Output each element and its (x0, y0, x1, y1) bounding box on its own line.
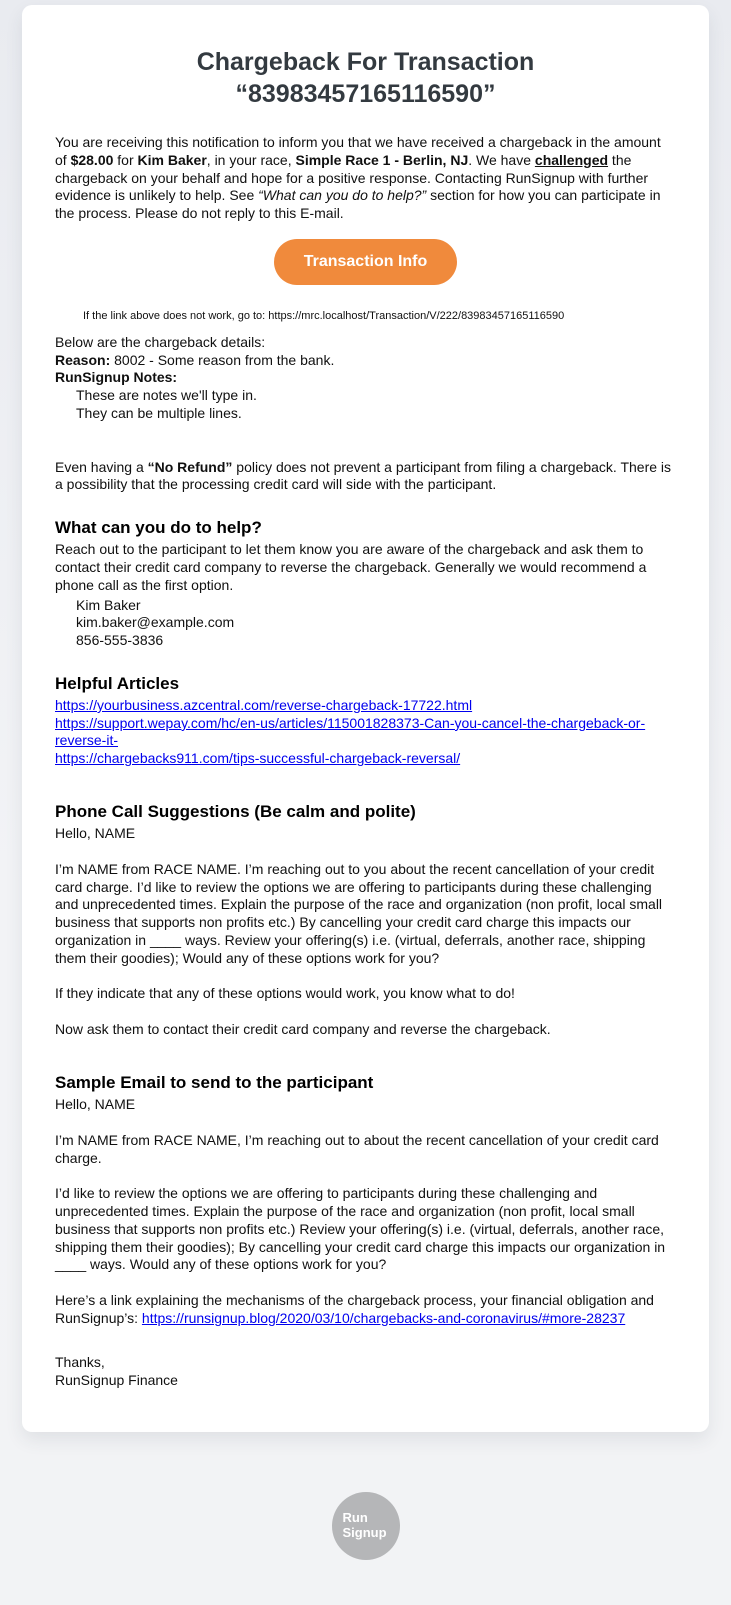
page-title (55, 47, 676, 110)
notes-line: They can be multiple lines. (76, 404, 242, 421)
reason-line (55, 352, 676, 370)
participant-email: kim.baker@example.com (76, 614, 235, 631)
notes-line: These are notes we'll type in. (76, 387, 257, 404)
phone-section-heading: Phone Call Suggestions (Be calm and polite) (55, 802, 416, 821)
runsignup-logo-text-line2: Signup (342, 1525, 387, 1540)
article-link[interactable]: https://support.wepay.com/hc/en-us/articles/115001828373-Can-you-cancel-the-chargeback-or-reverse-it- (55, 714, 646, 749)
participant-phone: 856-555-3836 (76, 632, 164, 649)
articles-section-heading: Helpful Articles (55, 673, 180, 693)
reason-label: Reason: (55, 351, 111, 368)
transaction-info-button[interactable]: Transaction Info (274, 239, 458, 285)
sample-email-link-paragraph (55, 1292, 676, 1328)
details-intro: Below are the chargeback details: (55, 333, 266, 350)
page-title-line2: “83983457165116590” (235, 79, 496, 108)
email-section-heading: Sample Email to send to the participant (55, 1072, 374, 1092)
help-section-body: Reach out to the participant to let them know you are aware of the chargeback and ask them to contact their credit card company to reverse the chargeback. Generally we would recommend a phone call as the first option. (55, 541, 647, 593)
reason-value: 8002 - Some reason from the bank. (110, 351, 335, 368)
phone-script-paragraph: If they indicate that any of these options would work, you know what to do! (55, 985, 515, 1002)
phone-script-paragraph: Now ask them to contact their credit card company and reverse the chargeback. (55, 1021, 551, 1038)
signoff (55, 1354, 676, 1390)
chargeback-details (55, 334, 676, 423)
no-refund-paragraph: Even having a “No Refund” policy does not prevent a participant from filing a chargeback. There is a possibility that the processing credit card will side with the participant. (55, 458, 672, 493)
sample-email-paragraph: I’m NAME from RACE NAME, I’m reaching out to about the recent cancellation of your credit card charge. (55, 1131, 659, 1166)
article-link[interactable]: https://chargebacks911.com/tips-successful-chargeback-reversal/ (55, 750, 461, 767)
runsignup-logo (332, 1492, 400, 1560)
sample-email-greeting: Hello, NAME (55, 1096, 136, 1113)
signoff-sender: RunSignup Finance (55, 1371, 178, 1388)
runsignup-logo-text-line1: Run (342, 1510, 368, 1526)
participant-name: Kim Baker (76, 596, 141, 613)
page-title-line1: Chargeback For Transaction (196, 48, 535, 76)
blog-link-intro: Here’s a link explaining the mechanisms of the chargeback process, your financial obligation and RunSignup’s: (55, 1292, 654, 1326)
help-section-heading: What can you do to help? (55, 518, 262, 538)
phone-script-paragraph: I’m NAME from RACE NAME. I’m reaching out to you about the recent cancellation of your credit card charge. I’d like to review the options we are offering to participants during these challenging and unprecedented times. Explain the purpose of the race and organization (non profit, local small business that supports non profits etc.) By cancelling your credit card charge this impacts our organization in ____ ways. Review your offering(s) i.e. (virtual, deferrals, another race, shipping them their goodies); Would any of these options work for you? (55, 860, 663, 966)
article-link[interactable]: https://yourbusiness.azcentral.com/reverse-chargeback-17722.html (55, 696, 473, 713)
fallback-link-text: If the link above does not work, go to: https://mrc.localhost/Transaction/V/222/83983457165116590 (83, 309, 565, 322)
intro-paragraph: You are receiving this notification to inform you that we have received a chargeback in the amount of $28.00 for Kim Baker, in your race, Simple Race 1 - Berlin, NJ. We have challenged the chargeback on your behalf and hope for a positive response. Contacting RunSignup with further evidence is unlikely to help. See “What can you do to help?” section for how you can participate in the process. Please do not reply to this E-mail. (55, 134, 661, 222)
phone-greeting: Hello, NAME (55, 825, 136, 842)
notes-label: RunSignup Notes: (55, 369, 178, 386)
email-footer (0, 1432, 731, 1600)
blog-link[interactable]: https://runsignup.blog/2020/03/10/chargebacks-and-coronavirus/#more-28237 (141, 1309, 626, 1326)
email-card (22, 5, 709, 1432)
sample-email-paragraph: I’d like to review the options we are offering to participants during these challenging and unprecedented times. Explain the purpose of the race and organization (non profit, local small business that supports non profits etc.) Review your offering(s) i.e. (virtual, deferrals, another race, shipping them their goodies); By cancelling your credit card charge this impacts our organization in ____ ways. Would any of these options work for you? (55, 1185, 666, 1273)
article-links (55, 697, 676, 768)
participant-contact (55, 597, 676, 650)
button-row (55, 239, 676, 285)
signoff-thanks: Thanks, (55, 1353, 105, 1370)
